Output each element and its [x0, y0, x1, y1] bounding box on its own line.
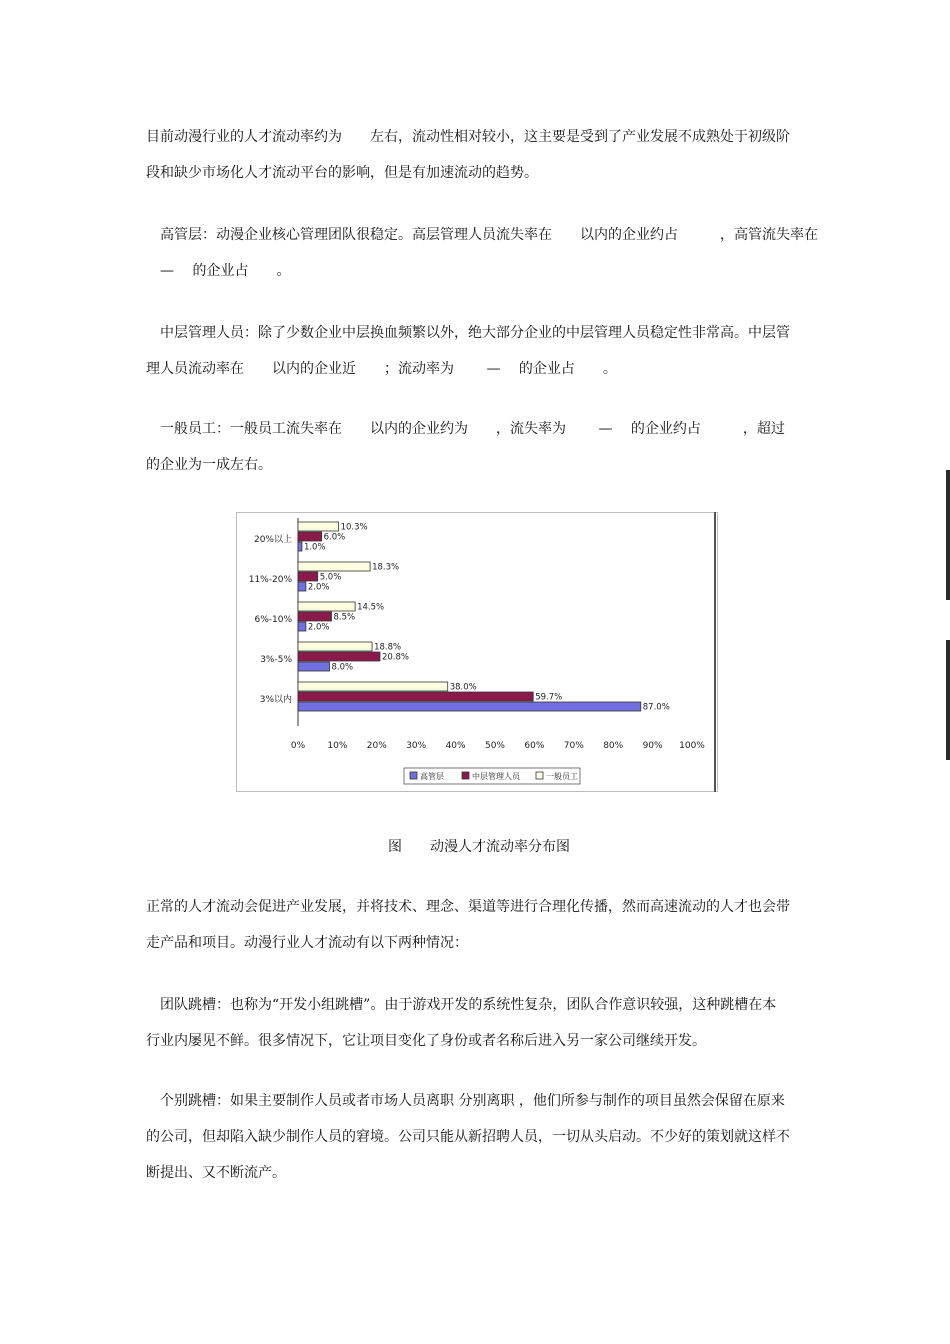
- category-label: 11%-20%: [248, 575, 292, 585]
- p1-line1: 目前动漫行业的人才流动率约为 左右，流动性相对较小，这主要是受到了产业发展不成熟处于初级阶: [146, 129, 790, 145]
- p1-line2: 段和缺少市场化人才流动平台的影响，但是有加速流动的趋势。: [146, 165, 538, 181]
- x-tick-label: 0%: [290, 741, 306, 751]
- data-label: 8.5%: [333, 612, 356, 623]
- x-tick-label: 100%: [679, 741, 705, 751]
- data-label: 18.8%: [374, 642, 402, 653]
- x-tick-label: 40%: [445, 741, 466, 751]
- p5-line2: 走产品和项目。动漫行业人才流动有以下两种情况：: [146, 935, 468, 951]
- data-label: 59.7%: [535, 692, 563, 703]
- p6-line2: 行业内屡见不鲜。很多情况下，它让项目变化了身份或者名称后进入另一家公司继续开发。: [146, 1033, 706, 1049]
- data-label: 1.0%: [303, 542, 326, 553]
- p7-line1: 个别跳槽：如果主要制作人员或者市场人员离职 分别离职 ，他们所参与制作的项目虽然会保留在原来: [146, 1093, 785, 1109]
- bar: [298, 582, 306, 591]
- p7-line3: 断提出、又不断流产。: [146, 1165, 286, 1181]
- legend-swatch: [536, 772, 543, 779]
- p5-line1: 正常的人才流动会促进产业发展，并将技术、理念、渠道等进行合理化传播，然而高速流动的人才也会带: [146, 899, 790, 915]
- p4-line2: 的企业为一成左右。: [146, 457, 272, 473]
- data-label: 6.0%: [323, 532, 346, 543]
- x-tick-label: 10%: [327, 741, 348, 751]
- category-label: 20%以上: [253, 535, 292, 545]
- data-label: 20.8%: [381, 652, 409, 663]
- x-tick-label: 30%: [406, 741, 427, 751]
- bar: [298, 642, 372, 651]
- x-tick-label: 50%: [484, 741, 506, 751]
- data-label: 5.0%: [319, 572, 342, 583]
- data-label: 2.0%: [307, 582, 330, 593]
- x-tick-label: 20%: [366, 741, 387, 751]
- p6-line1: 团队跳槽：也称为“开发小组跳槽”。由于游戏开发的系统性复杂，团队合作意识较强，这种跳槽在本: [146, 997, 777, 1013]
- data-label: 8.0%: [331, 662, 354, 673]
- x-tick-label: 90%: [642, 741, 663, 751]
- legend-swatch: [410, 772, 417, 779]
- legend-label: 中层管理人员: [472, 772, 520, 781]
- category-label: 3%以内: [259, 695, 292, 705]
- x-tick-label: 60%: [524, 741, 545, 751]
- legend-label: 高管层: [420, 772, 444, 781]
- p2-line1: 高管层：动漫企业核心管理团队很稳定。高层管理人员流失率在 以内的企业约占 ，高管流失率在: [146, 227, 818, 243]
- legend-label: 一般员工: [546, 772, 578, 781]
- x-tick-label: 80%: [603, 741, 624, 751]
- category-label: 6%-10%: [254, 615, 292, 625]
- data-label: 2.0%: [307, 622, 330, 633]
- legend-swatch: [462, 772, 469, 779]
- bar: [298, 682, 448, 691]
- p3-line2: 理人员流动率在 以内的企业近 ；流动率为 — 的企业占 。: [146, 361, 617, 377]
- bar: [298, 612, 331, 621]
- p7-line2: 的公司，但却陷入缺少制作人员的窘境。公司只能从新招聘人员，一切从头启动。不少好的策划就这样不: [146, 1129, 790, 1145]
- bar: [298, 542, 302, 551]
- bar: [298, 572, 318, 581]
- x-tick-label: 70%: [563, 741, 584, 751]
- bar: [298, 692, 533, 701]
- data-label: 18.3%: [372, 562, 400, 573]
- p2-line2: — 的企业占 。: [146, 263, 291, 279]
- bar: [298, 702, 641, 711]
- bar: [298, 532, 322, 541]
- page-edge-mark: [946, 470, 950, 600]
- data-label: 38.0%: [449, 682, 477, 693]
- chart-svg: [236, 512, 718, 792]
- category-label: 3%-5%: [260, 655, 292, 665]
- data-label: 10.3%: [340, 522, 368, 533]
- bar: [298, 662, 330, 671]
- figure-caption: 图 动漫人才流动率分布图: [388, 839, 570, 855]
- p3-line1: 中层管理人员：除了少数企业中层换血频繁以外，绝大部分企业的中层管理人员稳定性非常高。中层管: [146, 325, 790, 341]
- bar: [298, 562, 370, 571]
- bar: [298, 602, 355, 611]
- bar: [298, 522, 339, 531]
- bar: [298, 622, 306, 631]
- talent-flow-chart: [236, 512, 718, 792]
- page-edge-mark: [946, 640, 950, 760]
- data-label: 87.0%: [642, 702, 670, 713]
- bar: [298, 652, 380, 661]
- p4-line1: 一般员工：一般员工流失率在 以内的企业约为 ，流失率为 — 的企业约占 ，超过: [146, 421, 785, 437]
- data-label: 14.5%: [357, 602, 385, 613]
